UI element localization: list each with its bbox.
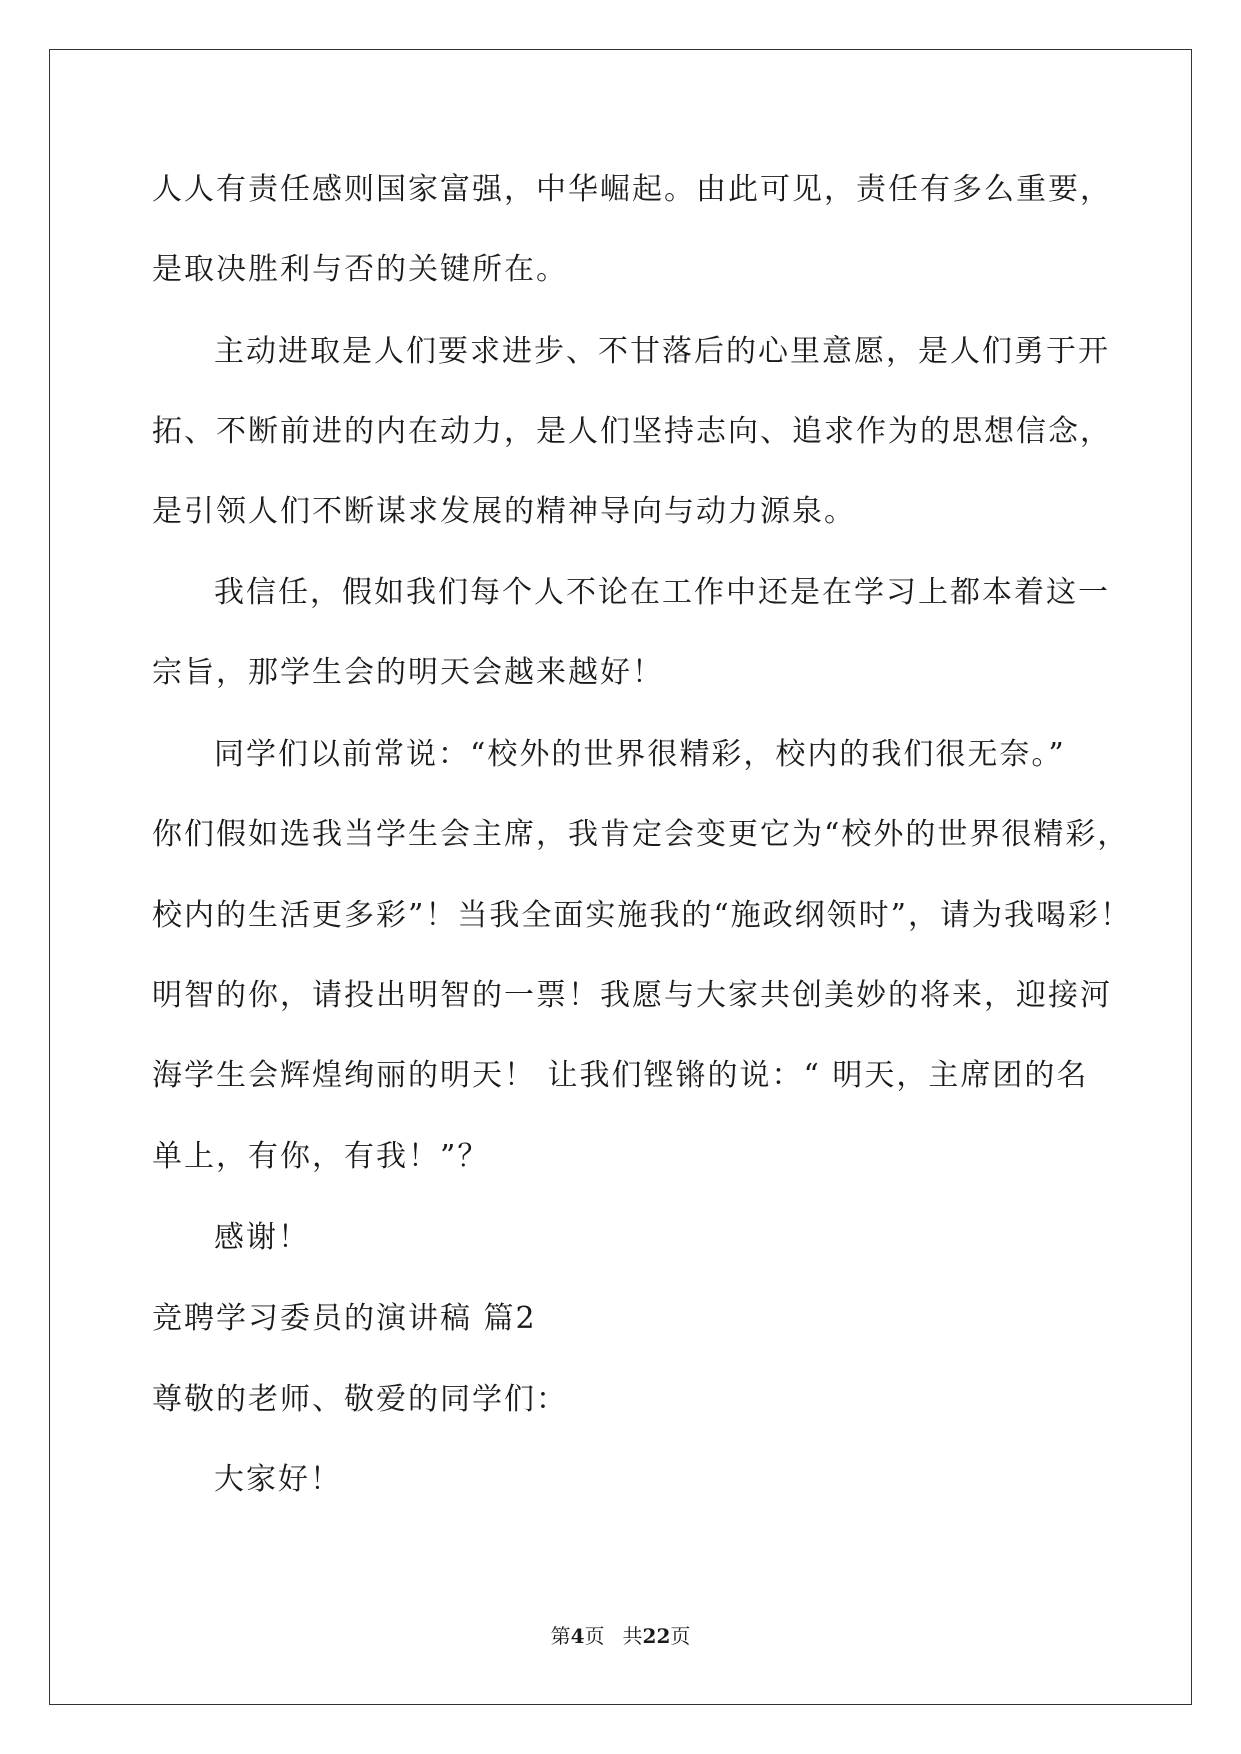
footer-prefix: 第 <box>550 1624 571 1648</box>
page-border <box>49 49 1192 1705</box>
greeting: 大家好！ <box>214 1462 342 1497</box>
page-footer <box>0 1624 1241 1648</box>
text-line: 海学生会辉煌绚丽的明天！ 让我们铿锵的说：“ 明天，主席团的名 <box>152 1058 1089 1093</box>
paragraph-start: 主动进取是人们要求进步、不甘落后的心里意愿，是人们勇于开 <box>214 334 1110 369</box>
text-line: 宗旨，那学生会的明天会越来越好！ <box>152 655 664 690</box>
page-number: 4 <box>570 1624 585 1648</box>
text-line: 明智的你，请投出明智的一票！我愿与大家共创美妙的将来，迎接河 <box>152 978 1112 1013</box>
footer-total-suffix: 页 <box>670 1624 691 1648</box>
text-line: 你们假如选我当学生会主席，我肯定会变更它为“校外的世界很精彩， <box>152 817 1130 852</box>
footer-total-prefix: 共 <box>622 1624 643 1648</box>
paragraph-start: 感谢！ <box>214 1220 310 1255</box>
footer-page-suffix: 页 <box>584 1624 605 1648</box>
text-line: 校内的生活更多彩”！当我全面实施我的“施政纲领时”，请为我喝彩！ <box>152 898 1133 933</box>
paragraph-start: 同学们以前常说：“校外的世界很精彩，校内的我们很无奈。” <box>214 737 1066 772</box>
section-heading: 竞聘学习委员的演讲稿 篇2 <box>152 1301 537 1336</box>
text-line: 是取决胜利与否的关键所在。 <box>152 252 568 287</box>
paragraph-start: 我信任，假如我们每个人不论在工作中还是在学习上都本着这一 <box>214 575 1110 610</box>
page-total: 22 <box>642 1624 671 1648</box>
salutation: 尊敬的老师、敬爱的同学们： <box>152 1382 568 1417</box>
text-line: 是引领人们不断谋求发展的精神导向与动力源泉。 <box>152 494 856 529</box>
text-line: 人人有责任感则国家富强，中华崛起。由此可见，责任有多么重要， <box>152 172 1112 207</box>
text-line: 单上，有你，有我！”？ <box>152 1139 490 1174</box>
text-line: 拓、不断前进的内在动力，是人们坚持志向、追求作为的思想信念， <box>152 414 1112 449</box>
